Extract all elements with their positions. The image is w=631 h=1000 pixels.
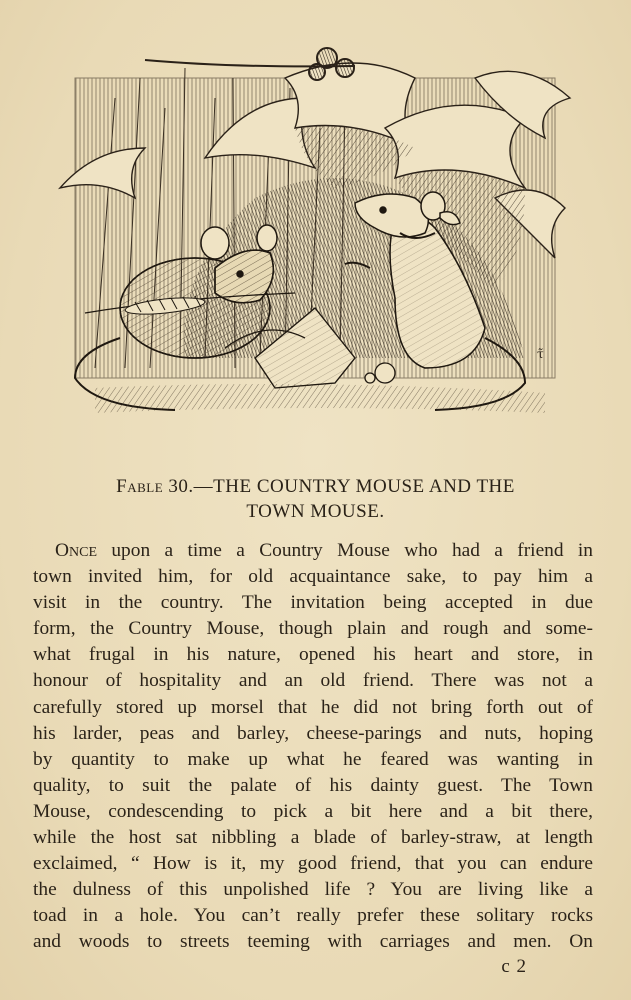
body-line: while the host sat nibbling a blade of barley-straw, at length xyxy=(33,827,593,849)
body-line: toad in a hole. You can’t really prefer these solitary rocks xyxy=(33,905,593,927)
fable-title xyxy=(40,474,591,524)
body-line: quality, to suit the palate of his dainty guest. The Town xyxy=(33,774,593,796)
body-line: exclaimed, “ How is it, my good friend, that you can endure xyxy=(33,853,593,875)
branch xyxy=(145,48,355,80)
body-line: visit in the country. The invitation being accepted in due xyxy=(33,592,593,614)
fable-number: Fable 30. xyxy=(116,476,194,497)
ground-shading xyxy=(95,384,545,413)
body-line: Once upon a time a Country Mouse who had a friend in xyxy=(55,540,593,561)
artist-monogram: τ̃ xyxy=(537,347,544,361)
fable-title-line1: —THE COUNTRY MOUSE AND THE xyxy=(193,476,515,497)
fable-title-line2: TOWN MOUSE. xyxy=(246,501,385,522)
body-line: what frugal in his nature, opened his heart and store, in xyxy=(33,644,593,666)
body-line: Mouse, condescending to pick a bit here and a bit there, xyxy=(33,800,593,822)
body-line: town invited him, for old acquaintance sake, to pay him a xyxy=(33,566,593,588)
body-line: form, the Country Mouse, though plain and rough and some- xyxy=(33,618,593,640)
fable-body xyxy=(33,538,593,956)
signature-mark: c 2 xyxy=(501,956,527,977)
body-line: by quantity to make up what he feared was wanting in xyxy=(33,748,593,770)
drop-word: Once xyxy=(55,540,98,561)
body-line: and woods to streets teeming with carriages and men. On xyxy=(33,931,593,953)
engraving-image xyxy=(55,38,575,433)
mice-engraving-illustration xyxy=(55,38,575,433)
body-line: honour of hospitality and an old friend. There was not a xyxy=(33,670,593,692)
body-line: the dulness of this unpolished life ? You are living like a xyxy=(33,879,593,901)
body-line: carefully stored up morsel that he did not bring forth out of xyxy=(33,696,593,718)
body-line: his larder, peas and barley, cheese-parings and nuts, hoping xyxy=(33,722,593,744)
